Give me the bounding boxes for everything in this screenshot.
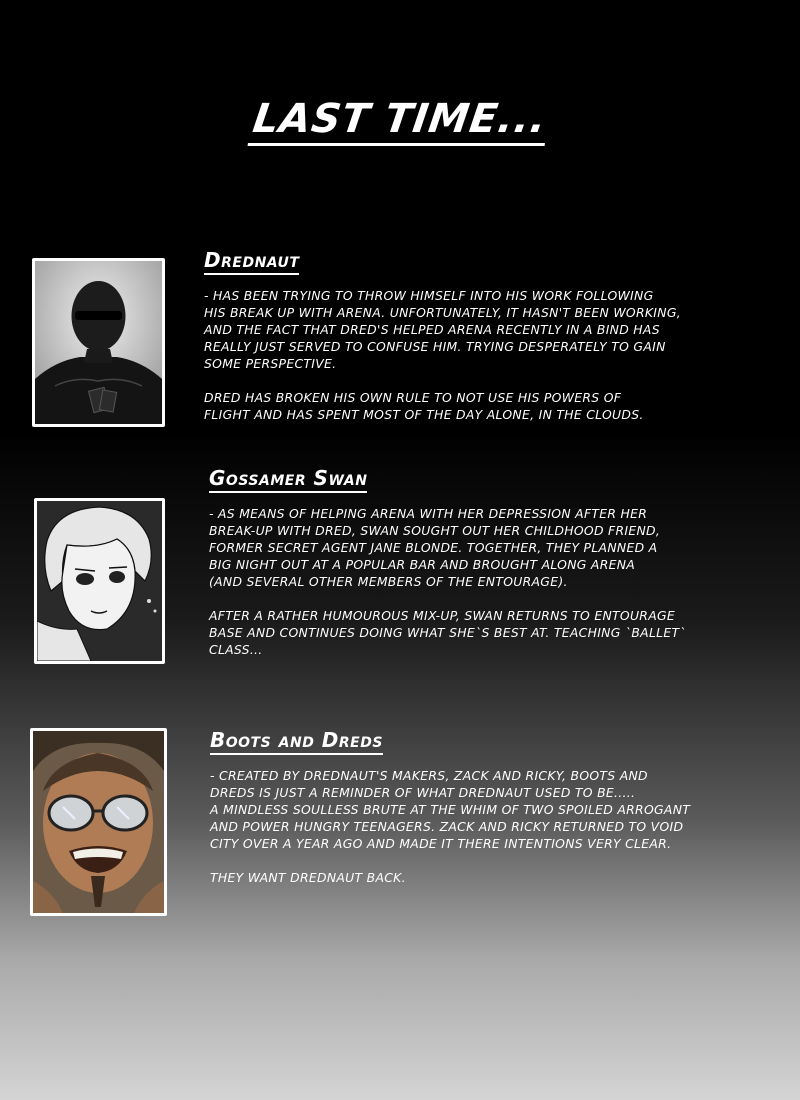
boots-and-dreds-description-2: THEY WANT DREDNAUT BACK. (210, 870, 406, 885)
boots-and-dreds-section (210, 728, 785, 886)
boots-and-dreds-portrait (30, 728, 167, 916)
drednaut-description-2: DRED HAS BROKEN HIS OWN RULE TO NOT USE HIS POWERS OF FLIGHT AND HAS SPENT MOST OF THE DAY ALONE, IN THE CLOUDS. (204, 390, 644, 422)
drednaut-section (204, 248, 779, 423)
drednaut-portrait-icon (35, 261, 162, 424)
drednaut-portrait (32, 258, 165, 427)
gossamer-swan-description-2: AFTER A RATHER HUMOUROUS MIX-UP, SWAN RETURNS TO ENTOURAGE BASE AND CONTINUES DOING WHAT SHE`S BEST AT. TEACHING `BALLET` CLASS... (209, 608, 686, 657)
gossamer-swan-portrait (34, 498, 165, 664)
page-title (0, 96, 800, 146)
gossamer-swan-section (209, 466, 779, 658)
drednaut-description: - HAS BEEN TRYING TO THROW HIMSELF INTO HIS WORK FOLLOWING HIS BREAK UP WITH ARENA. UNFORTUNATELY, IT HASN'T BEEN WORKING, AND THE FACT THAT DRED'S HELPED ARENA RECENTLY IN A BIND HAS REALLY JUST SERVED TO CONFUSE HIM. TRYING DESPERATELY TO GAIN SOME PERSPECTIVE. (204, 288, 681, 371)
boots-and-dreds-description: - CREATED BY DREDNAUT'S MAKERS, ZACK AND RICKY, BOOTS AND DREDS IS JUST A REMINDER OF WHAT DREDNAUT USED TO BE..... A MINDLESS SOULLESS BRUTE AT THE WHIM OF TWO SPOILED ARROGANT AND POWER HUNGRY TEENAGERS. ZACK AND RICKY RETURNED TO VOID CITY OVER A YEAR AGO AND MADE IT THERE INTENTIONS VERY CLEAR. (210, 768, 691, 851)
gossamer-swan-description: - AS MEANS OF HELPING ARENA WITH HER DEPRESSION AFTER HER BREAK-UP WITH DRED, SWAN SOUGHT OUT HER CHILDHOOD FRIEND, FORMER SECRET AGENT JANE BLONDE. TOGETHER, THEY PLANNED A BIG NIGHT OUT AT A POPULAR BAR AND BROUGHT ALONG ARENA (AND SEVERAL OTHER MEMBERS OF THE ENTOURAGE). (209, 506, 661, 589)
boots-and-dreds-portrait-icon (33, 731, 164, 913)
gossamer-swan-portrait-icon (37, 501, 162, 661)
drednaut-name: Drednaut (204, 248, 299, 275)
page-title-text: LAST TIME... (248, 97, 552, 146)
boots-and-dreds-name: Boots and Dreds (210, 728, 383, 755)
gossamer-swan-name: Gossamer Swan (209, 466, 367, 493)
